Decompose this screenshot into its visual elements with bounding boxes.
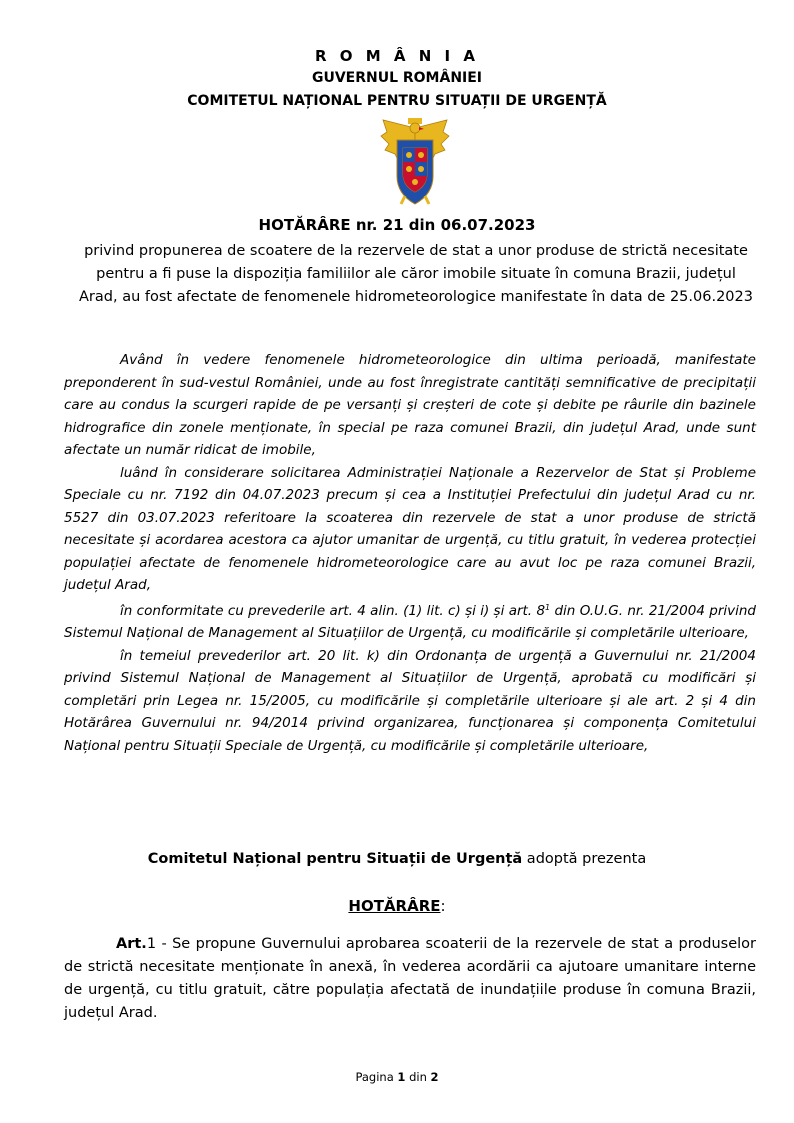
preamble-paragraph-3-b: din O.U.G. nr. 21/2004 privind Sistemul Național de Management al Situațiilor de Urgență, cu modificările și completările ulterioare, <box>64 602 756 641</box>
page-footer <box>0 1070 794 1084</box>
footer-page-word: Pagina <box>355 1070 398 1084</box>
government-name: GUVERNUL ROMÂNIEI <box>311 70 483 86</box>
decision-title-prefix: HOTĂRÂRE <box>258 216 351 234</box>
footer-page-total: 2 <box>430 1070 439 1084</box>
article-1 <box>64 933 756 1025</box>
country-name: R O M Â N I A <box>315 47 479 65</box>
decision-heading-colon: : <box>440 897 446 915</box>
romania-coat-of-arms-icon <box>379 118 451 206</box>
adoption-statement <box>0 851 794 867</box>
preamble-paragraph-3 <box>64 597 756 645</box>
footer-page-number: 1 <box>397 1070 406 1084</box>
preamble <box>64 349 756 757</box>
article-1-text: - Se propune Guvernului aprobarea scoaterii de la rezervele de stat a produselor de strictă necesitate menționate în anexă, în vederea acordării ca ajutoare umanitare interne de urgență, cu titlu gratuit, către populația afectată de inundațiile produse în comuna Brazii, județul Arad. <box>64 936 756 1021</box>
article-1-label: Art. <box>116 936 147 952</box>
decision-title <box>0 216 794 234</box>
preamble-paragraph-2: luând în considerare solicitarea Administrației Naționale a Rezervelor de Stat și Probleme Speciale cu nr. 7192 din 04.07.2023 precum și cea a Instituției Prefectului din județul Arad cu nr. 5527 din 03.07.2023 referitoare la scoaterea din rezervele de stat a unor produse de strictă necesitate și acordarea acestora ca ajutor umanitar de urgență, cu titlu gratuit, în vederea protecției populației afectate de fenomenele hidrometeorologice care au avut loc pe raza comunei Brazii, județul Arad, <box>64 464 756 593</box>
decision-heading-text: HOTĂRÂRE <box>348 897 441 915</box>
decision-subject: privind propunerea de scoatere de la rezervele de stat a unor produse de strictă necesitate pentru a fi puse la dispoziția familiilor ale căror imobile situate în comuna Brazii, județul Arad, au fost afectate de fenomenele hidrometeorologice manifestate în data de 25.06.2023 <box>79 243 753 305</box>
committee-name: COMITETUL NAȚIONAL PENTRU SITUAȚII DE URGENȚĂ <box>187 93 607 109</box>
adoption-committee: Comitetul Național pentru Situații de Urgență <box>147 851 523 867</box>
preamble-paragraph-1: Având în vedere fenomenele hidrometeorologice din ultima perioadă, manifestate preponderent în sud-vestul României, unde au fost înregistrate cantități semnificative de precipitații care au condus la scurgeri rapide de pe versanți și creșteri de cote și debite pe râurile din bazinele hidrografice din zonele menționate, în special pe raza comunei Brazii, din județul Arad, unde sunt afectate un număr ridicat de imobile, <box>64 352 756 458</box>
decision-heading <box>0 897 794 915</box>
adoption-rest: adoptă prezenta <box>522 851 647 867</box>
preamble-paragraph-4: în temeiul prevederilor art. 20 lit. k) din Ordonanța de urgență a Guvernului nr. 21/2004 privind Sistemul Național de Management al Situațiilor de Urgență, aprobată cu modificări și completări prin Legea nr. 15/2005, cu modificările și completările ulterioare și ale art. 2 și 4 din Hotărârea Guvernului nr. 94/2014 privind organizarea, funcționarea și componența Comitetului Național pentru Situații Speciale de Urgență, cu modificările și completările ulterioare, <box>64 647 756 754</box>
preamble-superscript: 1 <box>545 602 551 612</box>
decision-title-number: nr. 21 din 06.07.2023 <box>350 216 536 234</box>
preamble-paragraph-3-a: în conformitate cu prevederile art. 4 alin. (1) lit. c) și i) și art. 8 <box>120 602 546 619</box>
article-1-number: 1 <box>146 936 157 952</box>
footer-of-word: din <box>405 1070 431 1084</box>
